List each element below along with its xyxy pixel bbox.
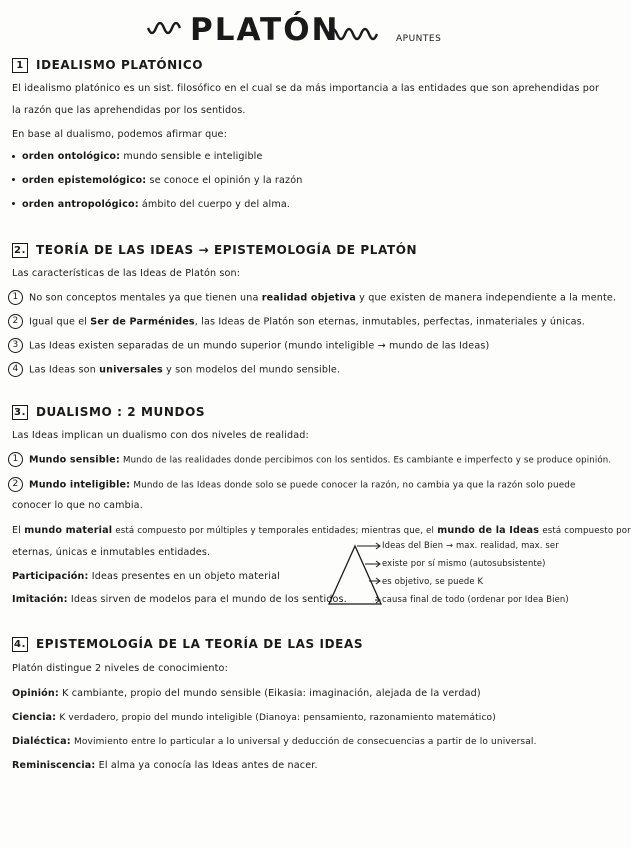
bullet-dot: [12, 178, 15, 181]
s3-world-2: [8, 477, 576, 492]
triangle-label-3: es objetivo, se puede K: [382, 576, 484, 586]
item-number-2: 2: [8, 314, 23, 329]
s4-dialectica: [12, 736, 537, 747]
world-number-1: 1: [8, 452, 23, 467]
item-number-3: 3: [8, 338, 23, 353]
world-number-2: 2: [8, 477, 23, 492]
section-3-title: DUALISMO : 2 MUNDOS: [36, 405, 206, 419]
s3-intro: Las Ideas implican un dualismo con dos niveles de realidad:: [12, 430, 309, 441]
section-2-heading: [12, 243, 417, 258]
s4-opinion: [12, 688, 481, 699]
section-1-title: IDEALISMO PLATÓNICO: [36, 58, 204, 72]
triangle-label-1: Ideas del Bien → max. realidad, max. ser: [382, 540, 559, 550]
s3-world-2-cont: conocer lo que no cambia.: [12, 500, 143, 511]
section-2-number: 2.: [12, 243, 28, 258]
squiggle-right-decoration: [327, 24, 383, 40]
s3-material-line-1: [12, 525, 631, 536]
item-4-bold: universales: [99, 364, 163, 376]
section-4-number: 4.: [12, 637, 28, 652]
s1-paragraph-2: En base al dualismo, podemos afirmar que:: [12, 129, 227, 140]
s3-world-1: [8, 452, 611, 467]
item-2-text-a: Igual que el: [29, 316, 88, 328]
item-number-1: 1: [8, 290, 23, 305]
bullet-1-text: mundo sensible e inteligible: [123, 151, 263, 162]
s2-item-4: [8, 362, 340, 377]
bullet-2-label: orden epistemológico:: [22, 175, 147, 186]
squiggle-left-decoration: [146, 22, 184, 38]
item-2-bold: Ser de Parménides: [90, 316, 195, 328]
s4-intro: Platón distingue 2 niveles de conocimiento:: [12, 663, 228, 674]
item-number-4: 4: [8, 362, 23, 377]
ciencia-text: K verdadero, propio del mundo inteligible (Dianoya: pensamiento, razonamiento matemático): [59, 713, 496, 723]
bullet-3-text: ámbito del cuerpo y del alma.: [141, 199, 291, 210]
s1-bullet-3: [22, 199, 290, 210]
triangle-label-4: causa final de todo (ordenar por Idea Bien): [382, 594, 569, 604]
section-1-heading: [12, 58, 203, 73]
s4-reminiscencia: [12, 760, 318, 771]
item-1-text-a: No son conceptos mentales ya que tienen una: [29, 292, 259, 304]
page-subtitle: APUNTES: [396, 34, 442, 44]
imitation-text: Ideas sirven de modelos para el mundo de los sentidos.: [70, 594, 347, 605]
participation-text: Ideas presentes en un objeto material: [91, 571, 280, 582]
item-4-text-a: Las Ideas son: [29, 364, 96, 376]
item-1-text-c: y que existen de manera independiente a la mente.: [359, 292, 617, 304]
triangle-arrows: [355, 540, 385, 610]
reminiscencia-text: El alma ya conocía las Ideas antes de nacer.: [98, 760, 318, 771]
s2-item-2: [8, 314, 585, 329]
world-1-label: Mundo sensible:: [29, 454, 120, 466]
s1-bullet-1: [22, 151, 263, 162]
item-4-text-c: y son modelos del mundo sensible.: [166, 364, 341, 376]
world-1-text: Mundo de las realidades donde percibimos con los sentidos. Es cambiante e imperfecto y se produce opinión.: [123, 455, 612, 466]
s3-material-line-2: eternas, únicas e inmutables entidades.: [12, 547, 211, 558]
opinion-label: Opinión:: [12, 688, 59, 699]
dialectica-text: Movimiento entre lo particular a lo universal y deducción de consecuencias a partir de lo universal.: [73, 737, 537, 747]
title-area: [0, 12, 605, 52]
world-2-text: Mundo de las Ideas donde solo se puede conocer la razón, no cambia ya que la razón solo puede: [133, 480, 576, 491]
section-2-title: TEORÍA DE LAS IDEAS → EPISTEMOLOGÍA DE PLATÓN: [36, 243, 418, 257]
section-4-title: EPISTEMOLOGÍA DE LA TEORÍA DE LAS IDEAS: [36, 637, 364, 651]
dialectica-label: Dialéctica:: [12, 736, 71, 747]
triangle-label-2: existe por sí mismo (autosubsistente): [382, 558, 546, 568]
world-2-label: Mundo inteligible:: [29, 479, 131, 491]
s1-paragraph-line-2: la razón que las aprehendidas por los sentidos.: [12, 105, 246, 116]
imitation-label: Imitación:: [12, 594, 68, 605]
item-3-text: Las Ideas existen separadas de un mundo superior (mundo inteligible → mundo de las Ideas): [29, 340, 490, 352]
para-text-c: está compuesto por múltiples y temporales entidades; mientras que, el: [115, 526, 434, 536]
s2-item-1: [8, 290, 616, 305]
s2-intro: Las características de las Ideas de Platón son:: [12, 268, 241, 279]
s3-imitation: [12, 594, 347, 605]
bullet-3-label: orden antropológico:: [22, 199, 139, 210]
bullet-dot: [12, 202, 15, 205]
page-title: PLATÓN: [190, 12, 340, 48]
opinion-text: K cambiante, propio del mundo sensible (Eikasia: imaginación, alejada de la verdad): [62, 688, 481, 699]
s2-item-3: [8, 338, 489, 353]
s3-participation: [12, 571, 280, 582]
bullet-2-text: se conoce el opinión y la razón: [149, 175, 303, 186]
section-3-number: 3.: [12, 405, 28, 420]
section-3-heading: [12, 405, 205, 420]
s4-ciencia: [12, 712, 496, 723]
reminiscencia-label: Reminiscencia:: [12, 760, 96, 771]
participation-label: Participación:: [12, 571, 89, 582]
item-2-text-c: , las Ideas de Platón son eternas, inmutables, perfectas, inmateriales y únicas.: [194, 316, 585, 328]
section-1-number: 1: [12, 58, 28, 73]
para-text-e: está compuesto por: [542, 526, 631, 536]
para-bold-d: mundo de la Ideas: [437, 525, 540, 536]
bullet-dot: [12, 155, 15, 158]
para-bold-b: mundo material: [24, 525, 113, 536]
bullet-1-label: orden ontológico:: [22, 151, 121, 162]
s1-bullet-2: [22, 175, 302, 186]
para-text-a: El: [12, 525, 22, 536]
s1-paragraph-line-1: El idealismo platónico es un sist. filosófico en el cual se da más importancia a las entidades que son aprehendidas por: [12, 83, 600, 94]
ciencia-label: Ciencia:: [12, 712, 57, 723]
item-1-bold: realidad objetiva: [261, 292, 356, 304]
section-4-heading: [12, 637, 363, 652]
